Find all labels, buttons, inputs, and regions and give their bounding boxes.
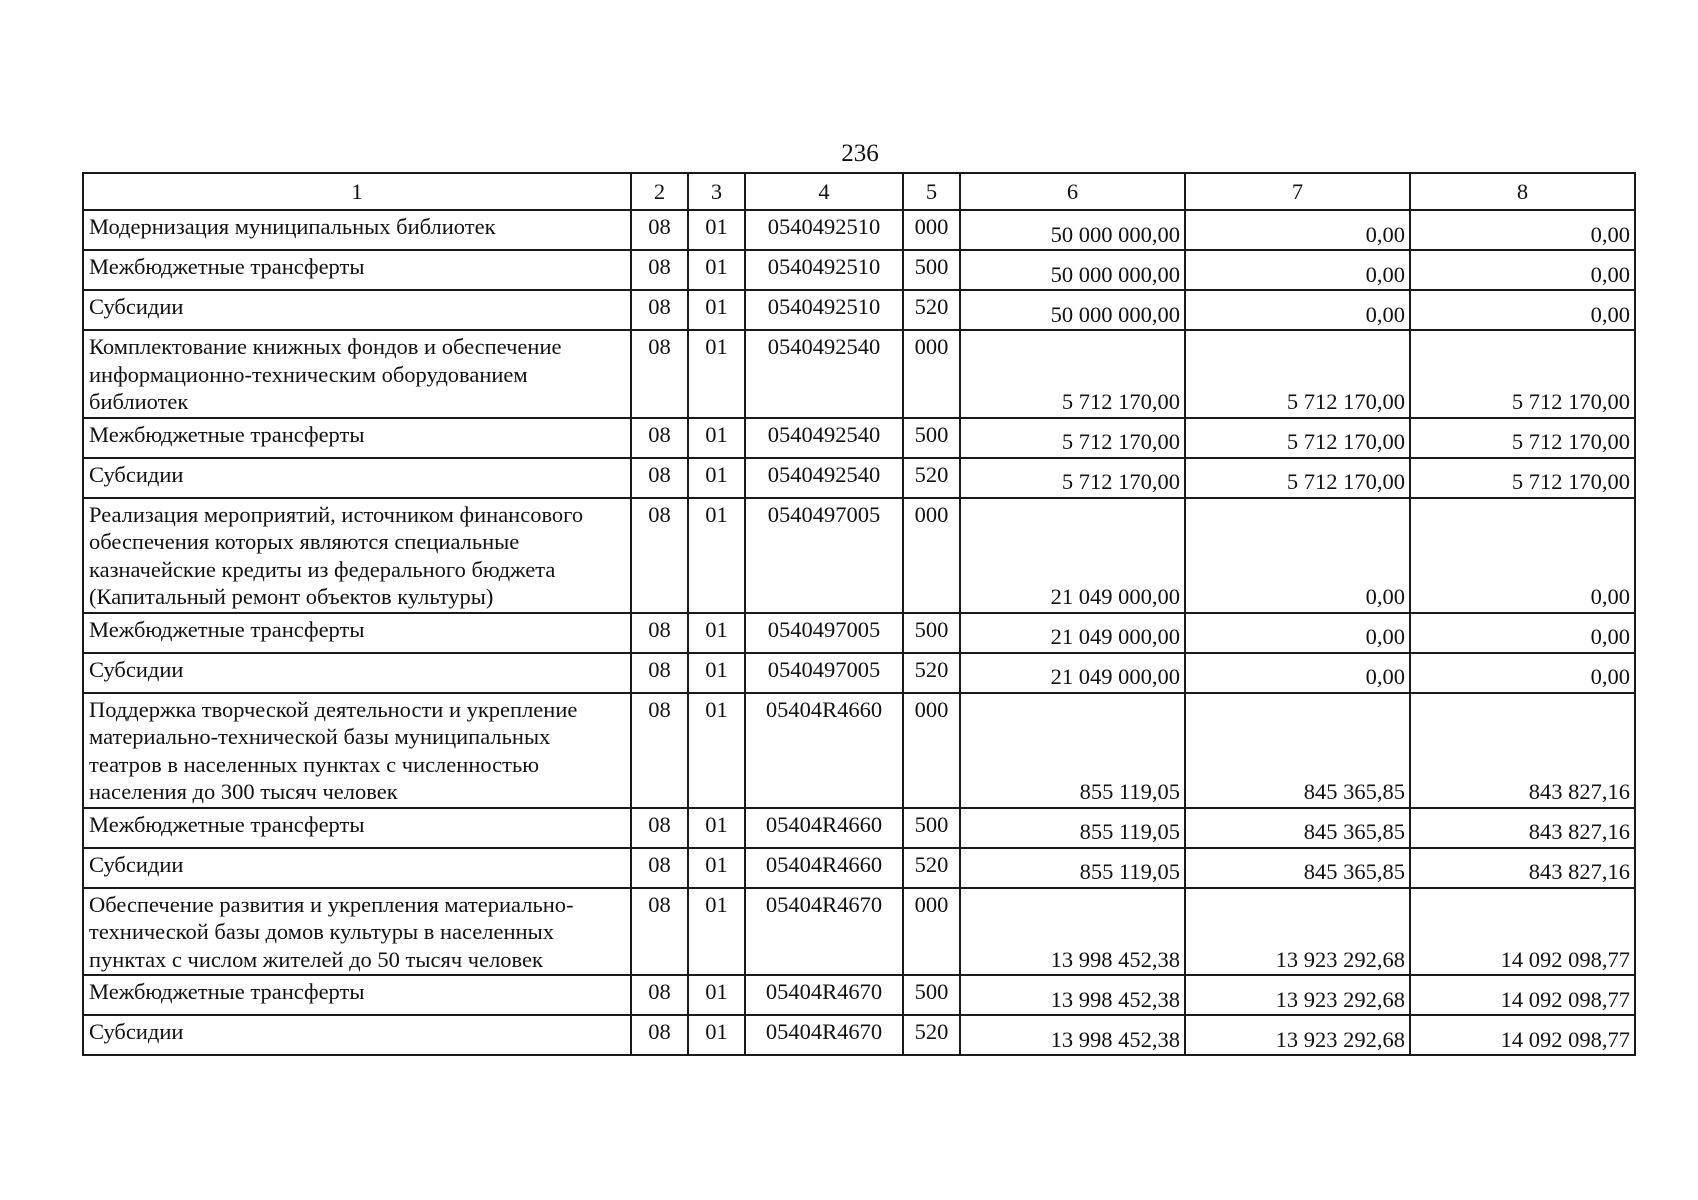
row-name: Комплектование книжных фондов и обеспечение информационно-техническим оборудованием библиотек — [83, 330, 631, 418]
amount-col-7: 0,00 — [1185, 210, 1410, 250]
amount-col-6: 13 998 452,38 — [960, 888, 1185, 976]
expense-type-code: 500 — [903, 250, 960, 290]
amount-col-6: 21 049 000,00 — [960, 613, 1185, 653]
table-row — [83, 210, 1635, 250]
budget-table — [82, 172, 1636, 1056]
amount-col-8: 843 827,16 — [1410, 808, 1635, 848]
column-header: 2 — [631, 173, 688, 210]
subsection-code: 01 — [688, 418, 745, 458]
amount-col-7: 13 923 292,68 — [1185, 1015, 1410, 1055]
target-article-code: 05404R4670 — [745, 1015, 903, 1055]
target-article-code: 0540492510 — [745, 250, 903, 290]
section-code: 08 — [631, 975, 688, 1015]
table-header-row — [83, 173, 1635, 210]
section-code: 08 — [631, 498, 688, 613]
section-code: 08 — [631, 848, 688, 888]
subsection-code: 01 — [688, 653, 745, 693]
column-header: 6 — [960, 173, 1185, 210]
target-article-code: 0540497005 — [745, 498, 903, 613]
row-name: Субсидии — [83, 1015, 631, 1055]
expense-type-code: 520 — [903, 458, 960, 498]
amount-col-6: 5 712 170,00 — [960, 418, 1185, 458]
section-code: 08 — [631, 888, 688, 976]
subsection-code: 01 — [688, 330, 745, 418]
target-article-code: 0540492510 — [745, 290, 903, 330]
row-name: Межбюджетные трансферты — [83, 975, 631, 1015]
expense-type-code: 520 — [903, 1015, 960, 1055]
amount-col-6: 13 998 452,38 — [960, 975, 1185, 1015]
row-name: Субсидии — [83, 290, 631, 330]
amount-col-8: 843 827,16 — [1410, 848, 1635, 888]
amount-col-7: 0,00 — [1185, 498, 1410, 613]
target-article-code: 0540492540 — [745, 330, 903, 418]
column-header: 3 — [688, 173, 745, 210]
page-number: 236 — [841, 140, 879, 167]
subsection-code: 01 — [688, 1015, 745, 1055]
target-article-code: 05404R4660 — [745, 808, 903, 848]
table-row — [83, 418, 1635, 458]
amount-col-7: 845 365,85 — [1185, 808, 1410, 848]
table-row — [83, 250, 1635, 290]
amount-col-8: 0,00 — [1410, 210, 1635, 250]
target-article-code: 0540497005 — [745, 653, 903, 693]
amount-col-6: 21 049 000,00 — [960, 653, 1185, 693]
amount-col-7: 13 923 292,68 — [1185, 975, 1410, 1015]
section-code: 08 — [631, 1015, 688, 1055]
expense-type-code: 520 — [903, 653, 960, 693]
table-row — [83, 975, 1635, 1015]
section-code: 08 — [631, 613, 688, 653]
expense-type-code: 000 — [903, 210, 960, 250]
amount-col-8: 5 712 170,00 — [1410, 458, 1635, 498]
expense-type-code: 500 — [903, 975, 960, 1015]
row-name: Модернизация муниципальных библиотек — [83, 210, 631, 250]
amount-col-6: 855 119,05 — [960, 808, 1185, 848]
row-name: Обеспечение развития и укрепления материально-технической базы домов культуры в населенных пунктах с числом жителей до 50 тысяч человек — [83, 888, 631, 976]
target-article-code: 05404R4670 — [745, 888, 903, 976]
amount-col-8: 0,00 — [1410, 250, 1635, 290]
expense-type-code: 000 — [903, 693, 960, 808]
expense-type-code: 500 — [903, 613, 960, 653]
table-row — [83, 848, 1635, 888]
amount-col-7: 845 365,85 — [1185, 693, 1410, 808]
amount-col-8: 843 827,16 — [1410, 693, 1635, 808]
expense-type-code: 000 — [903, 498, 960, 613]
amount-col-6: 5 712 170,00 — [960, 458, 1185, 498]
subsection-code: 01 — [688, 808, 745, 848]
amount-col-6: 855 119,05 — [960, 693, 1185, 808]
row-name: Субсидии — [83, 458, 631, 498]
section-code: 08 — [631, 330, 688, 418]
amount-col-8: 14 092 098,77 — [1410, 1015, 1635, 1055]
section-code: 08 — [631, 693, 688, 808]
table-row — [83, 613, 1635, 653]
section-code: 08 — [631, 653, 688, 693]
target-article-code: 05404R4670 — [745, 975, 903, 1015]
amount-col-8: 0,00 — [1410, 498, 1635, 613]
section-code: 08 — [631, 290, 688, 330]
section-code: 08 — [631, 250, 688, 290]
table-body — [83, 173, 1635, 1055]
row-name: Межбюджетные трансферты — [83, 808, 631, 848]
amount-col-7: 5 712 170,00 — [1185, 330, 1410, 418]
row-name: Межбюджетные трансферты — [83, 250, 631, 290]
table-row — [83, 653, 1635, 693]
amount-col-8: 0,00 — [1410, 613, 1635, 653]
expense-type-code: 500 — [903, 808, 960, 848]
subsection-code: 01 — [688, 975, 745, 1015]
section-code: 08 — [631, 418, 688, 458]
section-code: 08 — [631, 210, 688, 250]
table-row — [83, 458, 1635, 498]
amount-col-7: 0,00 — [1185, 250, 1410, 290]
table-row — [83, 330, 1635, 418]
subsection-code: 01 — [688, 250, 745, 290]
amount-col-6: 21 049 000,00 — [960, 498, 1185, 613]
target-article-code: 05404R4660 — [745, 848, 903, 888]
target-article-code: 05404R4660 — [745, 693, 903, 808]
subsection-code: 01 — [688, 210, 745, 250]
subsection-code: 01 — [688, 693, 745, 808]
table-row — [83, 888, 1635, 976]
amount-col-8: 0,00 — [1410, 290, 1635, 330]
expense-type-code: 000 — [903, 888, 960, 976]
expense-type-code: 500 — [903, 418, 960, 458]
subsection-code: 01 — [688, 888, 745, 976]
subsection-code: 01 — [688, 290, 745, 330]
amount-col-8: 5 712 170,00 — [1410, 330, 1635, 418]
amount-col-6: 5 712 170,00 — [960, 330, 1185, 418]
section-code: 08 — [631, 458, 688, 498]
amount-col-6: 50 000 000,00 — [960, 210, 1185, 250]
expense-type-code: 000 — [903, 330, 960, 418]
section-code: 08 — [631, 808, 688, 848]
table-row — [83, 1015, 1635, 1055]
amount-col-7: 0,00 — [1185, 613, 1410, 653]
target-article-code: 0540492510 — [745, 210, 903, 250]
table-row — [83, 498, 1635, 613]
column-header: 8 — [1410, 173, 1635, 210]
target-article-code: 0540497005 — [745, 613, 903, 653]
amount-col-6: 50 000 000,00 — [960, 290, 1185, 330]
amount-col-7: 0,00 — [1185, 290, 1410, 330]
row-name: Поддержка творческой деятельности и укрепление материально-технической базы муниципальных театров в населенных пунктах с численностью населения до 300 тысяч человек — [83, 693, 631, 808]
column-header: 4 — [745, 173, 903, 210]
table-row — [83, 693, 1635, 808]
row-name: Межбюджетные трансферты — [83, 418, 631, 458]
subsection-code: 01 — [688, 458, 745, 498]
subsection-code: 01 — [688, 498, 745, 613]
amount-col-7: 0,00 — [1185, 653, 1410, 693]
amount-col-7: 5 712 170,00 — [1185, 458, 1410, 498]
amount-col-8: 5 712 170,00 — [1410, 418, 1635, 458]
expense-type-code: 520 — [903, 848, 960, 888]
subsection-code: 01 — [688, 848, 745, 888]
amount-col-6: 50 000 000,00 — [960, 250, 1185, 290]
amount-col-7: 845 365,85 — [1185, 848, 1410, 888]
row-name: Субсидии — [83, 653, 631, 693]
row-name: Реализация мероприятий, источником финансового обеспечения которых являются специальные казначейские кредиты из федерального бюджета (Капитальный ремонт объектов культуры) — [83, 498, 631, 613]
amount-col-8: 14 092 098,77 — [1410, 975, 1635, 1015]
column-header: 5 — [903, 173, 960, 210]
amount-col-7: 13 923 292,68 — [1185, 888, 1410, 976]
subsection-code: 01 — [688, 613, 745, 653]
column-header: 1 — [83, 173, 631, 210]
row-name: Субсидии — [83, 848, 631, 888]
target-article-code: 0540492540 — [745, 458, 903, 498]
target-article-code: 0540492540 — [745, 418, 903, 458]
table-row — [83, 290, 1635, 330]
amount-col-6: 855 119,05 — [960, 848, 1185, 888]
column-header: 7 — [1185, 173, 1410, 210]
amount-col-8: 14 092 098,77 — [1410, 888, 1635, 976]
amount-col-6: 13 998 452,38 — [960, 1015, 1185, 1055]
expense-type-code: 520 — [903, 290, 960, 330]
amount-col-7: 5 712 170,00 — [1185, 418, 1410, 458]
row-name: Межбюджетные трансферты — [83, 613, 631, 653]
amount-col-8: 0,00 — [1410, 653, 1635, 693]
table-row — [83, 808, 1635, 848]
